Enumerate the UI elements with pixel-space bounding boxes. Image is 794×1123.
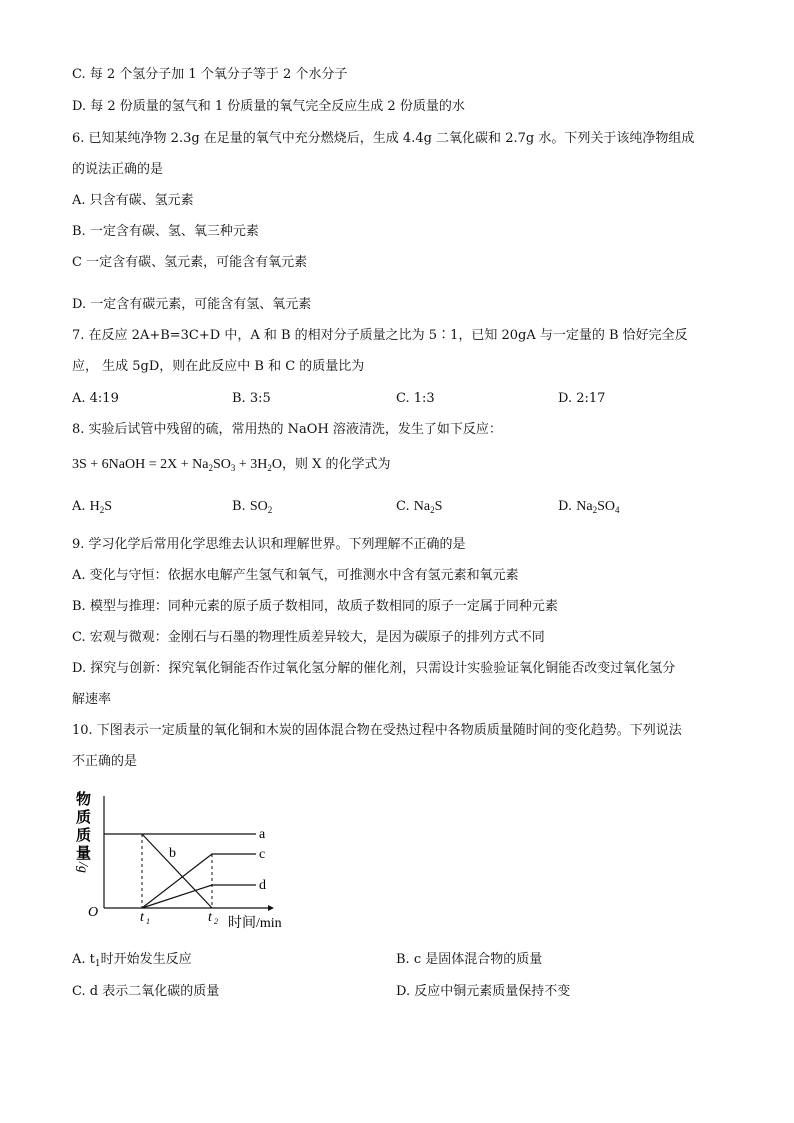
q9-option-c: C. 宏观与微观：金刚石与石墨的物理性质差异较大，是因为碳原子的排列方式不同 [72,630,545,645]
q10-stem-line2: 不正确的是 [72,754,138,769]
xlabel: 时间/min [228,916,282,931]
q10-mass-time-graph [72,788,302,940]
q10-option-c: C. d 表示二氧化碳的质量 [72,984,220,999]
ylabel-char-2: 质 [76,810,92,826]
q8-option-c: C. $Na_2S$ [396,499,443,515]
ylabel-char-4: 量 [76,846,92,862]
q6-option-a: A. 只含有碳、氢元素 [72,193,194,208]
q9-stem: 9. 学习化学后常用化学思维去认识和理解世界。下列理解不正确的是 [72,537,466,552]
q7-option-a: A. 4:19 [72,391,119,406]
q10-option-d: D. 反应中铜元素质量保持不变 [396,984,571,999]
q8-equation [72,456,391,477]
ylabel-char-3: 质 [76,828,92,844]
q6-option-c: C 一定含有碳、氢元素，可能含有氧元素 [72,255,308,270]
origin-label: O [88,905,99,920]
curve-c-label: c [259,847,266,862]
q8-equation-suffix: ，则 X 的化学式为 [282,457,391,472]
q10-option-a: A. $t_1$时开始发生反应 [72,952,192,969]
t2-subscript: 2 [214,917,218,926]
q8-option-a: A. $H_2S$ [72,499,113,515]
q5-option-c: C. 每 2 个氢分子加 1 个氧分子等于 2 个水分子 [72,67,348,82]
q9-option-d-line2: 解速率 [72,692,112,707]
q6-option-b: B. 一定含有碳、氢、氧三种元素 [72,224,259,239]
q8-option-d: D. $Na_2SO_4$ [558,499,620,515]
q9-option-d-line1: D. 探究与创新：探究氧化铜能否作过氧化氢分解的催化剂，只需设计实验验证氧化铜能否改变过氧化氢分 [72,661,676,676]
q6-option-d: D. 一定含有碳元素，可能含有氢、氧元素 [72,297,312,312]
q9-option-a: A. 变化与守恒：依据水电解产生氢气和氧气，可推测水中含有氢元素和氧元素 [72,568,519,583]
q9-option-b: B. 模型与推理：同种元素的原子质子数相同，故质子数相同的原子一定属于同种元素 [72,599,558,614]
t2-label: t [208,910,212,925]
x-axis-arrow [268,905,274,911]
curve-d-label: d [259,878,266,893]
ylabel-char-1: 物 [76,792,92,808]
q6-stem-line1: 6. 已知某纯净物 2.3g 在足量的氧气中充分燃烧后，生成 4.4g 二氧化碳和 2.7g 水。下列关于该纯净物组成 [72,131,695,146]
curve-d [142,885,256,908]
q7-option-b: B. 3:5 [232,391,271,406]
curve-a-label: a [259,827,266,842]
curve-b-label: b [169,846,176,861]
q10-option-b: B. c 是固体混合物的质量 [396,952,543,967]
q7-stem-line2: 应， 生成 5gD，则在此反应中 B 和 C 的质量比为 [72,359,365,374]
q7-option-c: C. 1:3 [396,391,435,406]
t1-label: t [140,910,144,925]
q8-option-b: B. $SO_2$ [232,499,273,515]
q8-stem-line1: 8. 实验后试管中残留的硫，常用热的 NaOH 溶液清洗，发生了如下反应： [72,422,502,437]
ylabel-unit: /g [75,862,90,873]
t1-subscript: 1 [146,917,150,926]
q10-stem-line1: 10. 下图表示一定质量的氧化铜和木炭的固体混合物在受热过程中各物质质量随时间的变化趋势。下列说法 [72,723,682,738]
q7-option-d: D. 2:17 [558,391,606,406]
q6-stem-line2: 的说法正确的是 [72,162,164,177]
q8-equation-formula: 3S + 6NaOH = $2X + Na_2SO_3 + 3H_2O$ [72,457,282,473]
q5-option-d: D. 每 2 份质量的氢气和 1 份质量的氧气完全反应生成 2 份质量的水 [72,99,465,114]
curve-c [142,854,256,908]
q7-stem-line1: 7. 在反应 2A+B=3C+D 中，A 和 B 的相对分子质量之比为 5∶1，已知 20gA 与一定量的 B 恰好完全反 [72,328,688,343]
